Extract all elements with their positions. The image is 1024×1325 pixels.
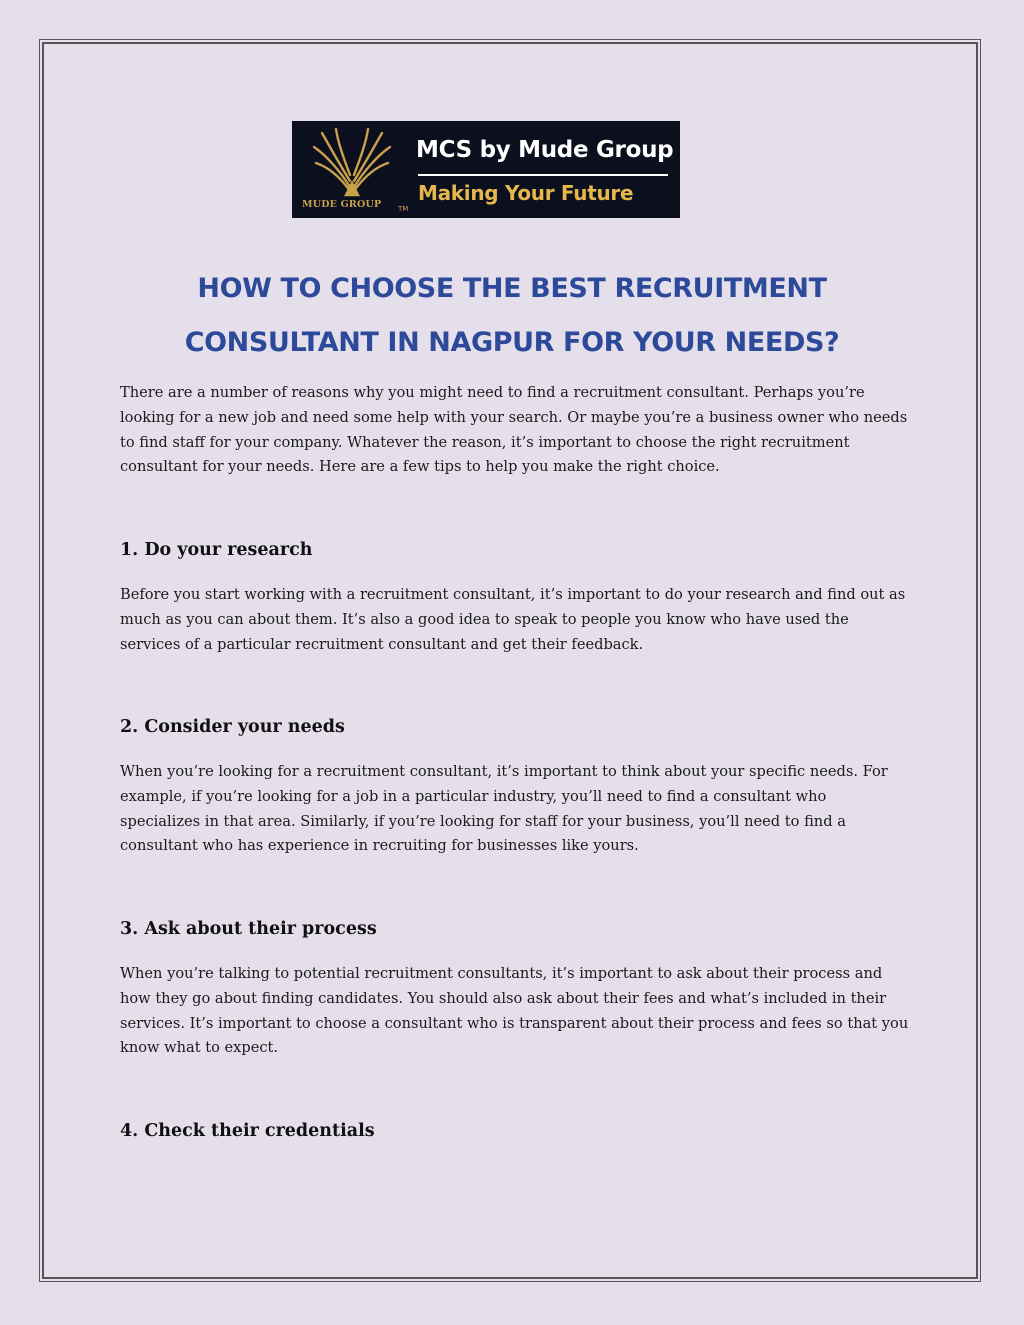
logo-trademark: TM bbox=[398, 205, 409, 213]
logo-divider bbox=[418, 174, 668, 176]
logo-company-name: MCS by Mude Group bbox=[416, 137, 674, 163]
section-heading: 1. Do your research bbox=[120, 540, 313, 560]
article-title: HOW TO CHOOSE THE BEST RECRUITMENT CONSULTANT IN NAGPUR FOR YOUR NEEDS? bbox=[184, 273, 840, 358]
section-body: Before you start working with a recruitment consultant, it’s important to do your research and find out as much as you can about them. It’s also a good idea to speak to people you know who have used the services of a particular recruitment consultant and get their feedback. bbox=[120, 586, 906, 653]
section-heading: 3. Ask about their process bbox=[120, 919, 377, 939]
section-body: When you’re looking for a recruitment consultant, it’s important to think about your specific needs. For example, if you’re looking for a job in a particular industry, you’ll need to find a consultant who specializes in that area. Similarly, if you’re looking for staff for your business, you’ll need to find a consultant who has experience in recruiting for businesses like yours. bbox=[120, 763, 888, 855]
section-body: When you’re talking to potential recruitment consultants, it’s important to ask about their process and how they go about finding candidates. You should also ask about their fees and what’s included in their services. It’s important to choose a consultant who is transparent about their process and fees so that you know what to expect. bbox=[120, 965, 909, 1057]
winged-emblem-icon bbox=[300, 125, 404, 205]
page-border-inner bbox=[42, 42, 978, 1279]
logo-tagline: Making Your Future bbox=[418, 181, 634, 205]
intro-paragraph: There are a number of reasons why you might need to find a recruitment consultant. Perhaps you’re looking for a new job and need some help with your search. Or maybe you’re a business owner who needs to find staff for your company. Whatever the reason, it’s important to choose the right recruitment consultant for your needs. Here are a few tips to help you make the right choice. bbox=[120, 384, 908, 476]
company-logo bbox=[292, 121, 680, 218]
section-heading: 2. Consider your needs bbox=[120, 717, 345, 737]
logo-caption: MUDE GROUP bbox=[302, 199, 382, 210]
section-heading: 4. Check their credentials bbox=[120, 1121, 375, 1141]
